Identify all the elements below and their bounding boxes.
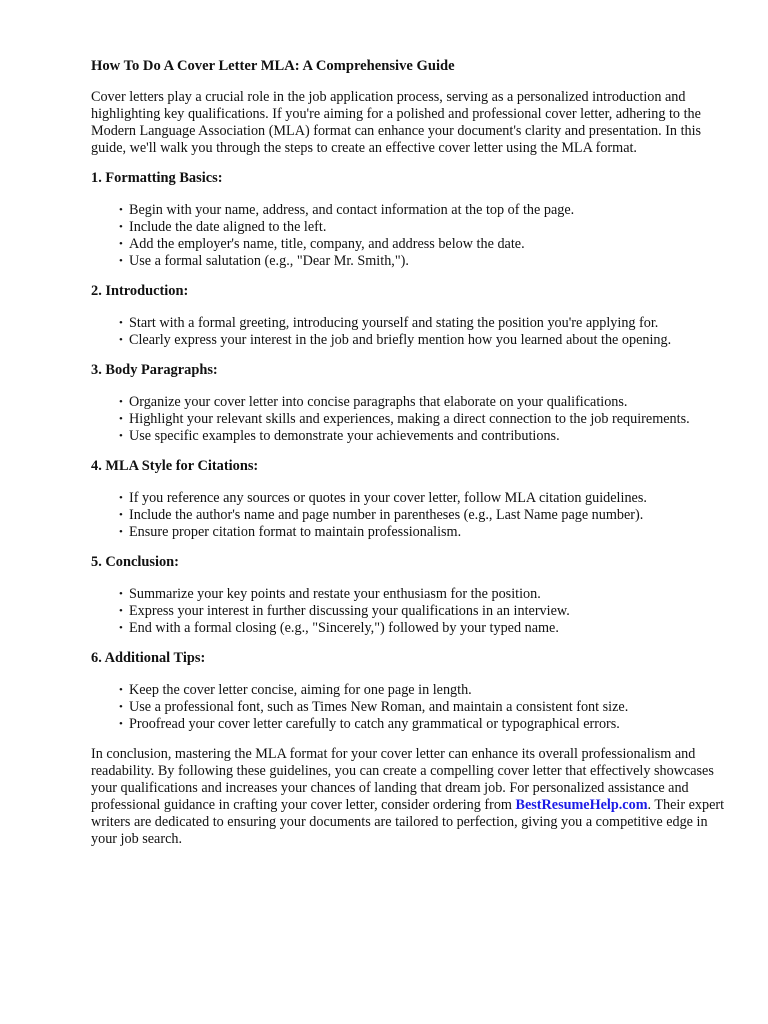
bullet-icon: • [119, 701, 123, 713]
bullet-icon: • [119, 492, 123, 504]
bullet-icon: • [119, 317, 123, 329]
list-item-text: Include the author's name and page number in parentheses (e.g., Last Name page number). [129, 507, 644, 523]
list-item-text: Summarize your key points and restate your enthusiasm for the position. [129, 586, 541, 602]
list-item [91, 682, 731, 699]
bullet-list [91, 202, 731, 270]
section-heading: 2. Introduction: [91, 283, 189, 299]
list-item [91, 428, 731, 445]
section-formatting-basics [91, 170, 731, 270]
section-heading: 6. Additional Tips: [91, 650, 206, 666]
bullet-icon: • [119, 221, 123, 233]
list-item [91, 603, 731, 620]
list-item [91, 332, 731, 349]
list-item-text: Highlight your relevant skills and experiences, making a direct connection to the job requirements. [129, 411, 690, 427]
bullet-list [91, 315, 731, 349]
bullet-icon: • [119, 204, 123, 216]
conclusion-text-end: . Their expert writers are dedicated to ensuring your documents are tailored to perfection, giving you a competitive edge in your job search. [91, 797, 725, 847]
list-item [91, 524, 731, 541]
list-item-text: Include the date aligned to the left. [129, 219, 327, 235]
list-item-text: Use specific examples to demonstrate your achievements and contributions. [129, 428, 560, 444]
list-item-text: If you reference any sources or quotes in your cover letter, follow MLA citation guidelines. [129, 490, 647, 506]
bullet-icon: • [119, 396, 123, 408]
conclusion-text-start: In conclusion, mastering the MLA format for your cover letter can enhance its overall professionalism and readability. By following these guidelines, you can create a compelling cover letter that effectively showcases your qualifications and increases your chances of landing that dream job. For personalized assistance and professional guidance in crafting your cover letter, consider ordering from [91, 746, 714, 813]
list-item-text: Add the employer's name, title, company, and address below the date. [129, 236, 525, 252]
list-item-text: Organize your cover letter into concise paragraphs that elaborate on your qualifications. [129, 394, 628, 410]
list-item-text: Ensure proper citation format to maintain professionalism. [129, 524, 462, 540]
bullet-icon: • [119, 430, 123, 442]
section-introduction [91, 283, 731, 349]
list-item-text: Begin with your name, address, and contact information at the top of the page. [129, 202, 575, 218]
list-item [91, 716, 731, 733]
document-page [91, 58, 731, 848]
list-item [91, 219, 731, 236]
bullet-icon: • [119, 622, 123, 634]
list-item-text: Clearly express your interest in the job and briefly mention how you learned about the opening. [129, 332, 672, 348]
list-item [91, 202, 731, 219]
bestresumehelp-link[interactable]: BestResumeHelp.com [515, 797, 648, 813]
section-heading: 3. Body Paragraphs: [91, 362, 218, 378]
bullet-list [91, 586, 731, 637]
list-item [91, 620, 731, 637]
list-item-text: Start with a formal greeting, introducing yourself and stating the position you're applying for. [129, 315, 659, 331]
conclusion-paragraph [91, 746, 731, 848]
list-item [91, 699, 731, 716]
list-item-text: Use a formal salutation (e.g., "Dear Mr. Smith,"). [129, 253, 409, 269]
bullet-list [91, 682, 731, 733]
list-item-text: Express your interest in further discussing your qualifications in an interview. [129, 603, 570, 619]
section-mla-citations [91, 458, 731, 541]
bullet-icon: • [119, 334, 123, 346]
list-item [91, 394, 731, 411]
bullet-icon: • [119, 605, 123, 617]
list-item-text: Use a professional font, such as Times New Roman, and maintain a consistent font size. [129, 699, 629, 715]
bullet-icon: • [119, 238, 123, 250]
list-item [91, 253, 731, 270]
list-item [91, 490, 731, 507]
bullet-list [91, 394, 731, 445]
list-item-text: End with a formal closing (e.g., "Sincerely,") followed by your typed name. [129, 620, 559, 636]
section-heading: 1. Formatting Basics: [91, 170, 223, 186]
bullet-icon: • [119, 255, 123, 267]
section-conclusion [91, 554, 731, 637]
sections-container [91, 170, 731, 733]
bullet-list [91, 490, 731, 541]
bullet-icon: • [119, 509, 123, 521]
list-item [91, 236, 731, 253]
list-item [91, 586, 731, 603]
list-item [91, 507, 731, 524]
intro-paragraph: Cover letters play a crucial role in the job application process, serving as a personalized introduction and highlighting key qualifications. If you're aiming for a polished and professional cover letter, adhering to the Modern Language Association (MLA) format can enhance your document's clarity and presentation. In this guide, we'll walk you through the steps to create an effective cover letter using the MLA format. [91, 89, 702, 156]
bullet-icon: • [119, 526, 123, 538]
section-body-paragraphs [91, 362, 731, 445]
bullet-icon: • [119, 588, 123, 600]
document-title: How To Do A Cover Letter MLA: A Comprehensive Guide [91, 58, 455, 74]
list-item-text: Keep the cover letter concise, aiming for one page in length. [129, 682, 472, 698]
list-item-text: Proofread your cover letter carefully to catch any grammatical or typographical errors. [129, 716, 620, 732]
list-item [91, 315, 731, 332]
bullet-icon: • [119, 718, 123, 730]
bullet-icon: • [119, 684, 123, 696]
section-additional-tips [91, 650, 731, 733]
list-item [91, 411, 731, 428]
bullet-icon: • [119, 413, 123, 425]
section-heading: 4. MLA Style for Citations: [91, 458, 259, 474]
section-heading: 5. Conclusion: [91, 554, 179, 570]
